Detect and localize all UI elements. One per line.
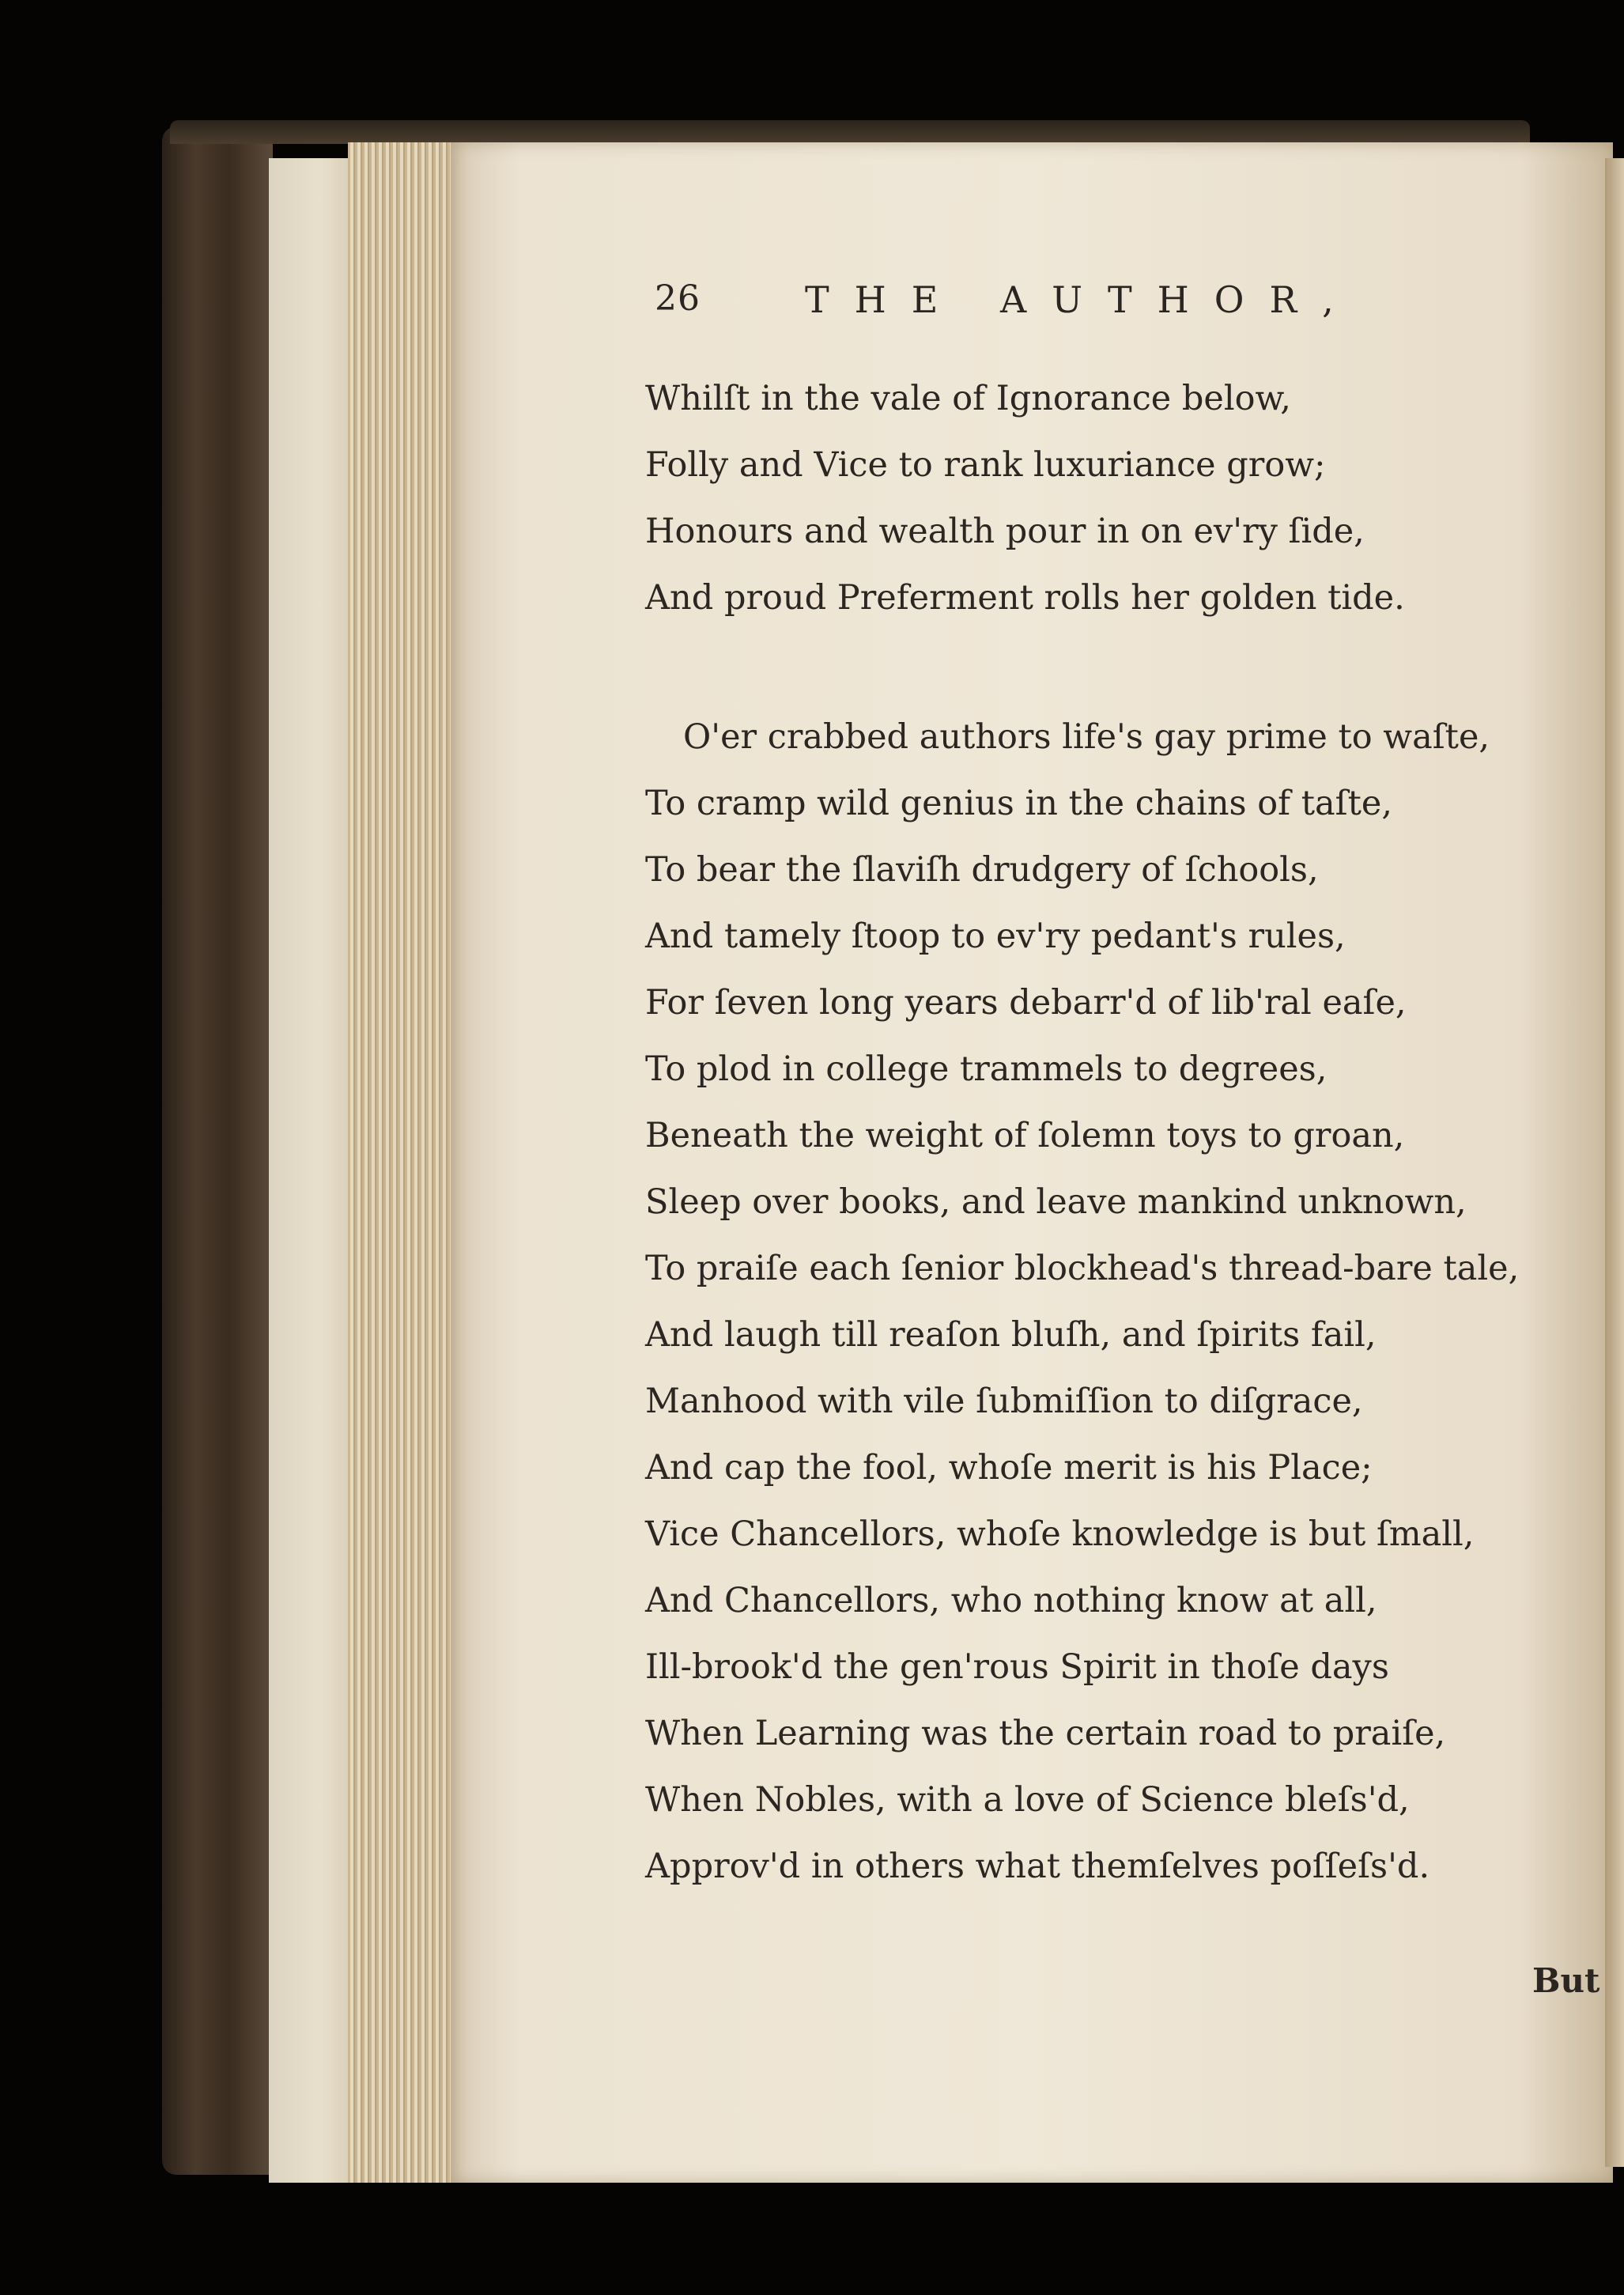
poem-text	[645, 365, 1520, 1900]
catchword: But	[1532, 1961, 1600, 2000]
verse-line: And proud Preferment rolls her golden tide.	[645, 578, 1405, 618]
verse-line: To praiſe each ſenior blockhead's thread-bare tale,	[645, 1249, 1520, 1288]
running-title: THE AUTHOR,	[805, 278, 1359, 321]
verse-line: Manhood with vile ſubmiſſion to diſgrace,	[645, 1382, 1363, 1421]
verse-line: For ſeven long years debarr'd of lib'ral eaſe,	[645, 983, 1407, 1023]
verse-line: And Chancellors, who nothing know at all,	[645, 1581, 1377, 1620]
endpaper	[269, 158, 356, 2183]
verse-line: Beneath the weight of ſolemn toys to groan,	[645, 1116, 1405, 1155]
verse-line: Whilſt in the vale of Ignorance below,	[645, 379, 1291, 418]
verse-line: When Nobles, with a love of Science bleſs'd,	[645, 1780, 1410, 1820]
verse-line: To plod in college trammels to degrees,	[645, 1049, 1328, 1089]
verse-line: And cap the fool, whoſe merit is his Place;	[645, 1448, 1373, 1488]
page-number: 26	[655, 278, 701, 319]
facing-page-edge	[1605, 158, 1624, 2167]
verse-line: Folly and Vice to rank luxuriance grow;	[645, 445, 1326, 485]
book-cover-top	[170, 120, 1530, 144]
running-head	[655, 278, 1453, 326]
verse-line: Vice Chancellors, whoſe knowledge is but ſmall,	[645, 1514, 1475, 1554]
page-edges	[348, 142, 455, 2183]
stanza-break	[645, 631, 1515, 704]
verse-line: Sleep over books, and leave mankind unknown,	[645, 1182, 1467, 1222]
verse-line: To cramp wild genius in the chains of taſte,	[645, 784, 1392, 823]
verse-line: When Learning was the certain road to praiſe,	[645, 1714, 1446, 1753]
verse-line: Approv'd in others what themſelves poſſeſs'd.	[645, 1847, 1430, 1886]
verse-line: To bear the ſlaviſh drudgery of ſchools,	[645, 850, 1319, 890]
verse-line: Honours and wealth pour in on ev'ry ſide,	[645, 512, 1365, 551]
verse-line: And tamely ſtoop to ev'ry pedant's rules,	[645, 917, 1346, 956]
book-binding	[162, 127, 273, 2175]
verse-line: And laugh till reaſon bluſh, and ſpirits fail,	[645, 1315, 1377, 1355]
verse-line: O'er crabbed authors life's gay prime to waſte,	[683, 717, 1490, 757]
verse-line: Ill-brook'd the gen'rous Spirit in thoſe days	[645, 1647, 1389, 1687]
